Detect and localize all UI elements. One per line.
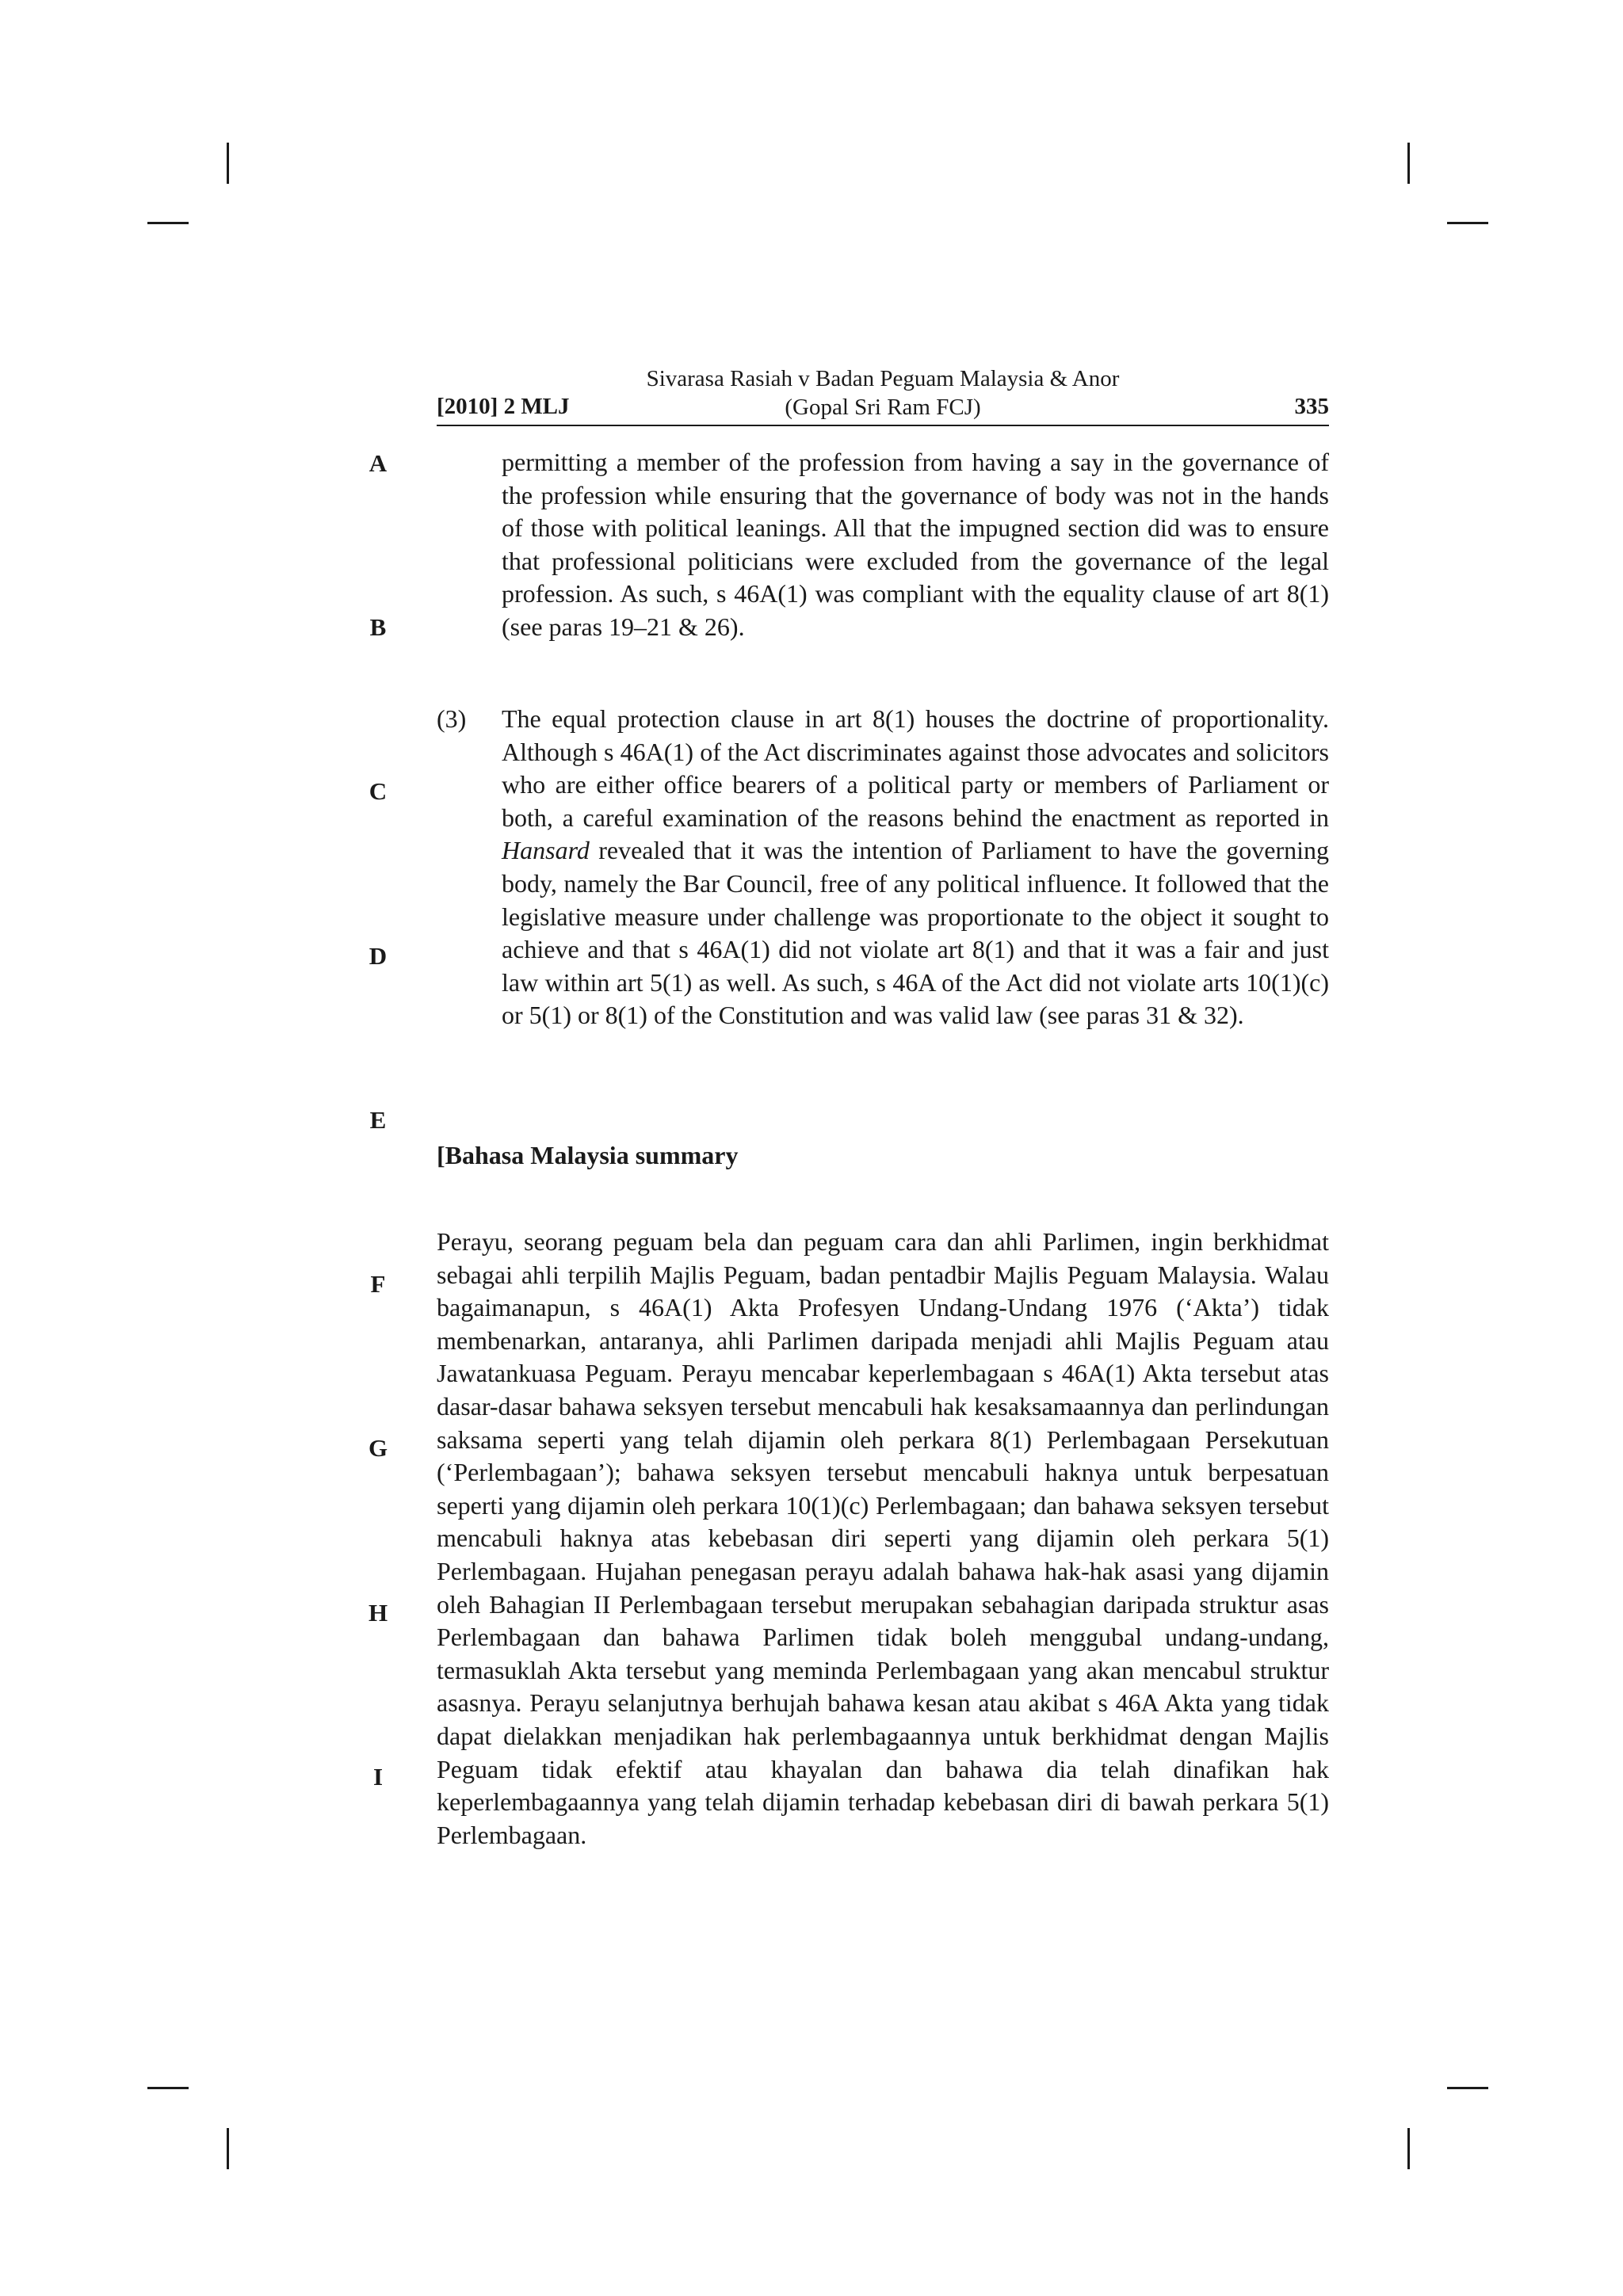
margin-letter-g: G [368,1434,388,1462]
held-item-3-number: (3) [437,704,467,733]
crop-mark [1407,2128,1410,2169]
crop-mark [227,143,229,184]
case-name: Sivarasa Rasiah v Badan Peguam Malaysia & Anor [646,366,1120,391]
margin-letter-f: F [370,1270,386,1298]
margin-letter-e: E [369,1106,387,1134]
citation: [2010] 2 MLJ [437,394,570,419]
crop-mark [147,2087,189,2089]
held-item-3-text-after: revealed that it was the intention of Parliament to have the governing body, namely the Bar Council, free of any political influence. It followed that the legislative measure under challenge was proportionate to the object it sought to achieve and that s 46A(1) did not violate art 8(1) and that it was a fair and just law within art 5(1) as well. As such, s 46A of the Act did not violate arts 10(1)(c) or 5(1) or 8(1) of the Constitution and was valid law (see paras 31 & 32). [502,836,1329,1030]
held-item-2-continued: permitting a member of the profession from having a say in the governance of the profession while ensuring that the governance of body was not in the hands of those with political leanings. All that the impugned section did was to ensure that professional politicians were excluded from the governance of the legal profession. As such, s 46A(1) was compliant with the equality clause of art 8(1) (see paras 19–21 & 26). [502,448,1329,641]
margin-letter-a: A [369,449,388,477]
margin-letter-h: H [368,1599,388,1627]
crop-mark [1407,143,1410,184]
held-item-3-text-before: The equal protection clause in art 8(1) houses the doctrine of proportionality. Although s 46A(1) of the Act discriminates against those advocates and solicitors who are either office bearers of a political party or members of Parliament or both, a careful examination of the reasons behind the enactment as reported in [502,704,1329,832]
crop-mark [227,2128,229,2169]
margin-letter-b: B [369,613,387,641]
case-title [595,364,1170,421]
crop-mark [147,222,189,224]
crop-mark [1447,222,1488,224]
summary-paragraph: Perayu, seorang peguam bela dan peguam cara dan ahli Parlimen, ingin berkhidmat sebagai ahli terpilih Majlis Peguam, badan pentadbir Majlis Peguam Malaysia. Walau bagaimanapun, s 46A(1) Akta Profesyen Undang-Undang 1976 (‘Akta’) tidak membenarkan, antaranya, ahli Parlimen daripada menjadi ahli Majlis Peguam atau Jawatankuasa Peguam. Perayu mencabar keperlembagaan s 46A(1) Akta tersebut atas dasar-dasar bahawa seksyen tersebut mencabuli hak kesaksamaannya dan perlindungan saksama seperti yang telah dijamin oleh perkara 8(1) Perlembagaan Persekutuan (‘Perlembagaan’); bahawa seksyen tersebut mencabuli haknya untuk berpesatuan seperti yang dijamin oleh perkara 10(1)(c) Perlembagaan; dan bahawa seksyen tersebut mencabuli haknya atas kebebasan diri seperti yang dijamin oleh perkara 5(1) Perlembagaan. Hujahan penegasan perayu adalah bahawa hak-hak asasi yang dijamin oleh Bahagian II Perlembagaan tersebut merupakan sebahagian daripada struktur asas Perlembagaan dan bahawa Parlimen tidak boleh menggubal undang-undang, termasuklah Akta tersebut yang meminda Perlembagaan yang akan mencabul struktur asasnya. Perayu selanjutnya berhujah bahawa kesan atau akibat s 46A Akta yang tidak dapat dielakkan menjadikan hak perlembagaannya untuk berkhidmat dengan Majlis Peguam tidak efektif atau khayalan dan bahawa dia telah dinafikan hak keperlembagaannya yang telah dijamin terhadap kebebasan diri di bawah perkara 5(1) Perlembagaan. [437,1227,1329,1849]
margin-letter-i: I [372,1763,384,1791]
running-header [437,361,1329,426]
summary-heading: [Bahasa Malaysia summary [437,1141,739,1169]
margin-letter-d: D [369,942,388,970]
judge-name: (Gopal Sri Ram FCJ) [785,395,981,420]
hansard-italic: Hansard [502,836,590,865]
margin-letter-c: C [369,777,388,805]
crop-mark [1447,2087,1488,2089]
page-number: 335 [1294,394,1329,419]
held-item-3 [502,703,1329,1032]
